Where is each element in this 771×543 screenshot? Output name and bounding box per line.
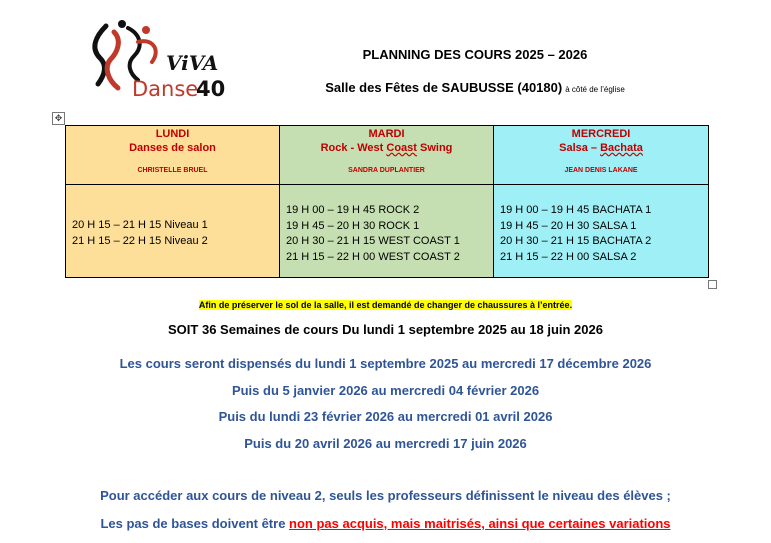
steps-note [0,516,771,531]
day-label: MERCREDI [571,128,631,140]
venue-note: à côté de l’église [565,85,625,94]
dance-label: Rock - West Coast Swing [320,142,453,154]
table-resize-handle[interactable] [708,280,717,289]
time-slot: 19 H 00 – 19 H 45 ROCK 2 [286,204,420,216]
period-line-4: Puis du 20 avril 2026 au mercredi 17 juin 2026 [244,436,527,451]
time-slot: 19 H 45 – 20 H 30 SALSA 1 [500,219,637,232]
schedule-table [65,125,709,278]
time-slot: 20 H 30 – 21 H 15 BACHATA 2 [500,235,652,247]
teacher-name: SANDRA DUPLANTIER [348,167,425,174]
page-title: PLANNING DES COURS 2025 – 2026 [362,47,588,62]
dance-label: Danses de salon [129,142,216,154]
venue-line [300,80,650,95]
mercredi-header-cell [494,126,709,185]
time-slot: 19 H 45 – 20 H 30 ROCK 1 [286,219,420,232]
highlighted-notice-text: Afin de préserver le sol de la salle, il est demandé de changer de chaussures à l’entrée. [198,300,573,310]
spellcheck-underlined-word: Coast [386,142,417,154]
time-slot: 21 H 15 – 22 H 15 Niveau 2 [72,234,208,247]
lundi-header-cell [66,126,280,185]
lundi-slots-cell [66,185,280,278]
time-slot: 20 H 15 – 21 H 15 Niveau 1 [72,219,208,231]
viva-danse-logo [88,18,233,102]
day-label: LUNDI [155,128,190,140]
teacher-name: CHRISTELLE BRUEL [137,167,208,174]
dance-label: Salsa – Bachata [559,142,643,154]
period-line-2: Puis du 5 janvier 2026 au mercredi 04 février 2026 [231,383,540,398]
spellcheck-underlined-word: Bachata [600,142,643,154]
time-slot: 21 H 15 – 22 H 00 WEST COAST 2 [286,250,460,263]
time-slot: 21 H 15 – 22 H 00 SALSA 2 [500,250,637,263]
mercredi-slots-cell [494,185,709,278]
logo-word-viva: ViVA [166,51,219,75]
weeks-summary: SOIT 36 Semaines de cours Du lundi 1 septembre 2025 au 18 juin 2026 [168,322,603,337]
venue-name: Salle des Fêtes de SAUBUSSE (40180) [325,80,563,95]
teacher-name: JEAN DENIS LAKANE [564,167,638,174]
mardi-slots-cell [280,185,494,278]
schedule-header-row [66,126,709,185]
level-2-note: Pour accéder aux cours de niveau 2, seuls les professeurs définissent le niveau des élèves ; [100,488,671,503]
period-line-3: Puis du lundi 23 février 2026 au mercredi 01 avril 2026 [218,409,553,424]
schedule-slots-row [66,185,709,278]
steps-note-prefix: Les pas de bases doivent être [100,516,290,531]
time-slot: 19 H 00 – 19 H 45 BACHATA 1 [500,204,652,216]
steps-note-emphasis: non pas acquis, mais maitrisés, ainsi que certaines variations [289,516,671,531]
logo-word-danse: Danse [132,77,199,101]
period-line-1: Les cours seront dispensés du lundi 1 septembre 2025 au mercredi 17 décembre 2026 [119,356,652,371]
logo-number: 40 [196,77,226,101]
table-move-handle-icon[interactable]: ✥ [52,112,65,125]
shoes-notice [0,300,771,310]
time-slot: 20 H 30 – 21 H 15 WEST COAST 1 [286,235,460,247]
mardi-header-cell [280,126,494,185]
day-label: MARDI [368,128,405,140]
